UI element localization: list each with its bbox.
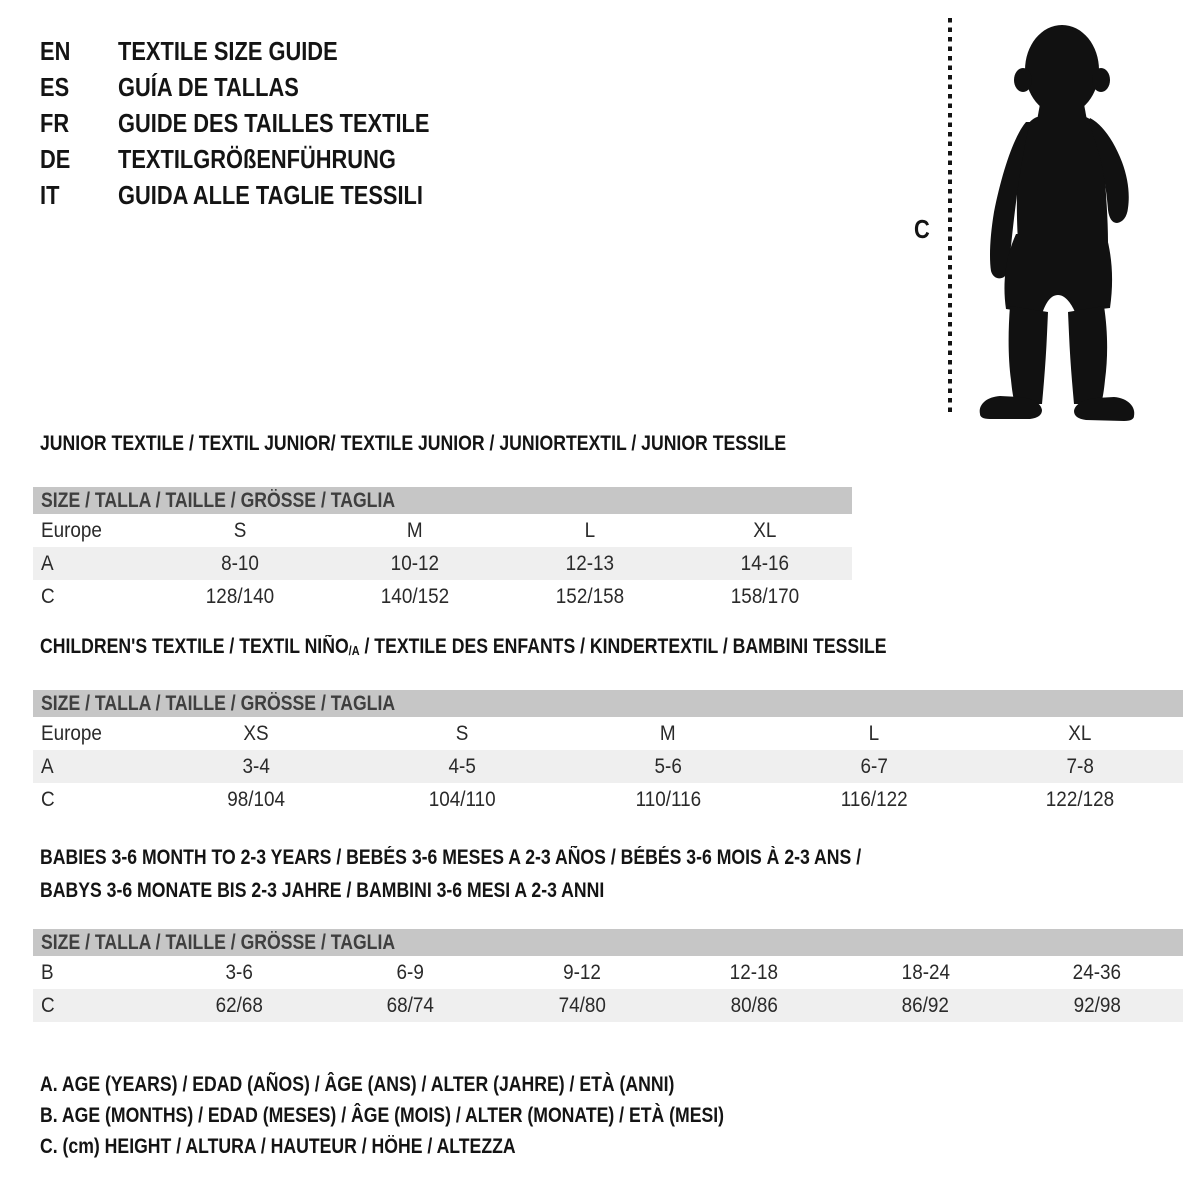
row-label: C [41, 993, 55, 1017]
table-cell: 18-24 [901, 960, 950, 984]
table-cell: 86/92 [901, 993, 950, 1017]
junior-section-title: JUNIOR TEXTILE / TEXTIL JUNIOR/ TEXTILE JUNIOR / JUNIORTEXTIL / JUNIOR TESSILE [40, 432, 787, 455]
table-cell: 92/98 [1073, 993, 1121, 1017]
row-label: Europe [41, 518, 102, 542]
table-cell: 80/86 [730, 993, 778, 1017]
table-row [33, 580, 852, 613]
table-cell: 24-36 [1073, 960, 1122, 984]
table-cell: 8-10 [221, 551, 260, 575]
table-row [33, 547, 852, 580]
height-measure-line [948, 18, 952, 416]
table-cell: 128/140 [206, 584, 275, 608]
table-cell: 10-12 [390, 551, 440, 575]
size-header-bar [33, 487, 852, 514]
table-cell: 6-9 [396, 960, 425, 984]
language-code: DE [40, 143, 71, 174]
language-code: EN [40, 35, 71, 66]
size-header-text: SIZE / TALLA / TAILLE / GRÖSSE / TAGLIA [41, 930, 396, 954]
guide-title-it: GUIDA ALLE TAGLIE TESSILI [118, 179, 423, 210]
table-row [33, 750, 1183, 783]
language-row-es [40, 69, 489, 105]
row-label: Europe [41, 721, 102, 745]
row-label: B [41, 960, 54, 984]
table-cell: 140/152 [380, 584, 450, 608]
table-cell: 9-12 [563, 960, 602, 984]
table-row [33, 717, 1183, 750]
guide-title-fr: GUIDE DES TAILLES TEXTILE [118, 107, 430, 138]
row-label: C [41, 787, 55, 811]
table-cell: 98/104 [227, 787, 285, 811]
children-section-title: CHILDREN'S TEXTILE / TEXTIL NIÑO/A / TEXTILE DES ENFANTS / KINDERTEXTIL / BAMBINI TESSILE [40, 635, 887, 658]
legend-height-cm: C. (cm) HEIGHT / ALTURA / HAUTEUR / HÖHE / ALTEZZA [40, 1135, 516, 1158]
table-cell: L [584, 518, 596, 542]
guide-title-de: TEXTILGRÖßENFÜHRUNG [118, 143, 396, 174]
junior-size-table [33, 487, 852, 613]
guide-title-es: GUÍA DE TALLAS [118, 71, 299, 102]
table-cell: M [660, 721, 676, 745]
row-label: A [41, 551, 54, 575]
row-label: A [41, 754, 54, 778]
height-measure-figure [912, 14, 1162, 426]
table-cell: 152/158 [555, 584, 625, 608]
size-header-bar [33, 929, 1183, 956]
language-row-it [40, 177, 489, 213]
table-cell: 116/122 [840, 787, 908, 811]
table-cell: 74/80 [558, 993, 606, 1017]
babies-section-title-line1: BABIES 3-6 MONTH TO 2-3 YEARS / BEBÉS 3-6 MESES A 2-3 AÑOS / BÉBÉS 3-6 MOIS À 2-3 ANS / [40, 846, 862, 869]
table-cell: 14-16 [740, 551, 789, 575]
table-cell: 3-4 [242, 754, 270, 778]
table-cell: XS [243, 721, 269, 745]
language-title-list [40, 33, 489, 213]
size-header-bar [33, 690, 1183, 717]
table-cell: M [407, 518, 423, 542]
table-cell: 62/68 [215, 993, 263, 1017]
measure-c-label: C [914, 214, 930, 244]
table-cell: L [868, 721, 880, 745]
guide-title-en: TEXTILE SIZE GUIDE [118, 35, 338, 66]
table-cell: 6-7 [860, 754, 888, 778]
table-cell: 110/116 [635, 787, 701, 811]
table-cell: 5-6 [654, 754, 682, 778]
table-cell: 3-6 [225, 960, 253, 984]
table-cell: 68/74 [386, 993, 435, 1017]
language-code: FR [40, 107, 70, 138]
language-row-de [40, 141, 489, 177]
legend-age-months: B. AGE (MONTHS) / EDAD (MESES) / ÂGE (MOIS) / ALTER (MONATE) / ETÀ (MESI) [40, 1104, 725, 1127]
table-row [33, 514, 852, 547]
babies-size-table [33, 929, 1183, 1022]
table-cell: XL [753, 518, 777, 542]
table-cell: 12-18 [729, 960, 779, 984]
table-cell: 4-5 [448, 754, 476, 778]
legend-age-years: A. AGE (YEARS) / EDAD (AÑOS) / ÂGE (ANS) / ALTER (JAHRE) / ETÀ (ANNI) [40, 1073, 675, 1096]
table-cell: S [234, 518, 247, 542]
table-cell: 7-8 [1066, 754, 1094, 778]
toddler-silhouette-icon [962, 14, 1152, 424]
table-row [33, 956, 1183, 989]
table-cell: S [455, 721, 469, 745]
language-row-en [40, 33, 489, 69]
table-cell: 122/128 [1045, 787, 1115, 811]
table-cell: 12-13 [565, 551, 615, 575]
language-code: ES [40, 71, 70, 102]
babies-section-title-line2: BABYS 3-6 MONATE BIS 2-3 JAHRE / BAMBINI 3-6 MESI A 2-3 ANNI [40, 879, 605, 902]
row-label: C [41, 584, 55, 608]
language-code: IT [40, 179, 60, 210]
nino-a-subscript: /A [348, 643, 360, 658]
table-cell: 104/110 [428, 787, 496, 811]
size-header-text: SIZE / TALLA / TAILLE / GRÖSSE / TAGLIA [41, 691, 396, 715]
table-row [33, 783, 1183, 816]
table-cell: 158/170 [730, 584, 799, 608]
children-size-table [33, 690, 1183, 816]
table-row [33, 989, 1183, 1022]
size-header-text: SIZE / TALLA / TAILLE / GRÖSSE / TAGLIA [41, 488, 396, 512]
language-row-fr [40, 105, 489, 141]
table-cell: XL [1068, 721, 1092, 745]
